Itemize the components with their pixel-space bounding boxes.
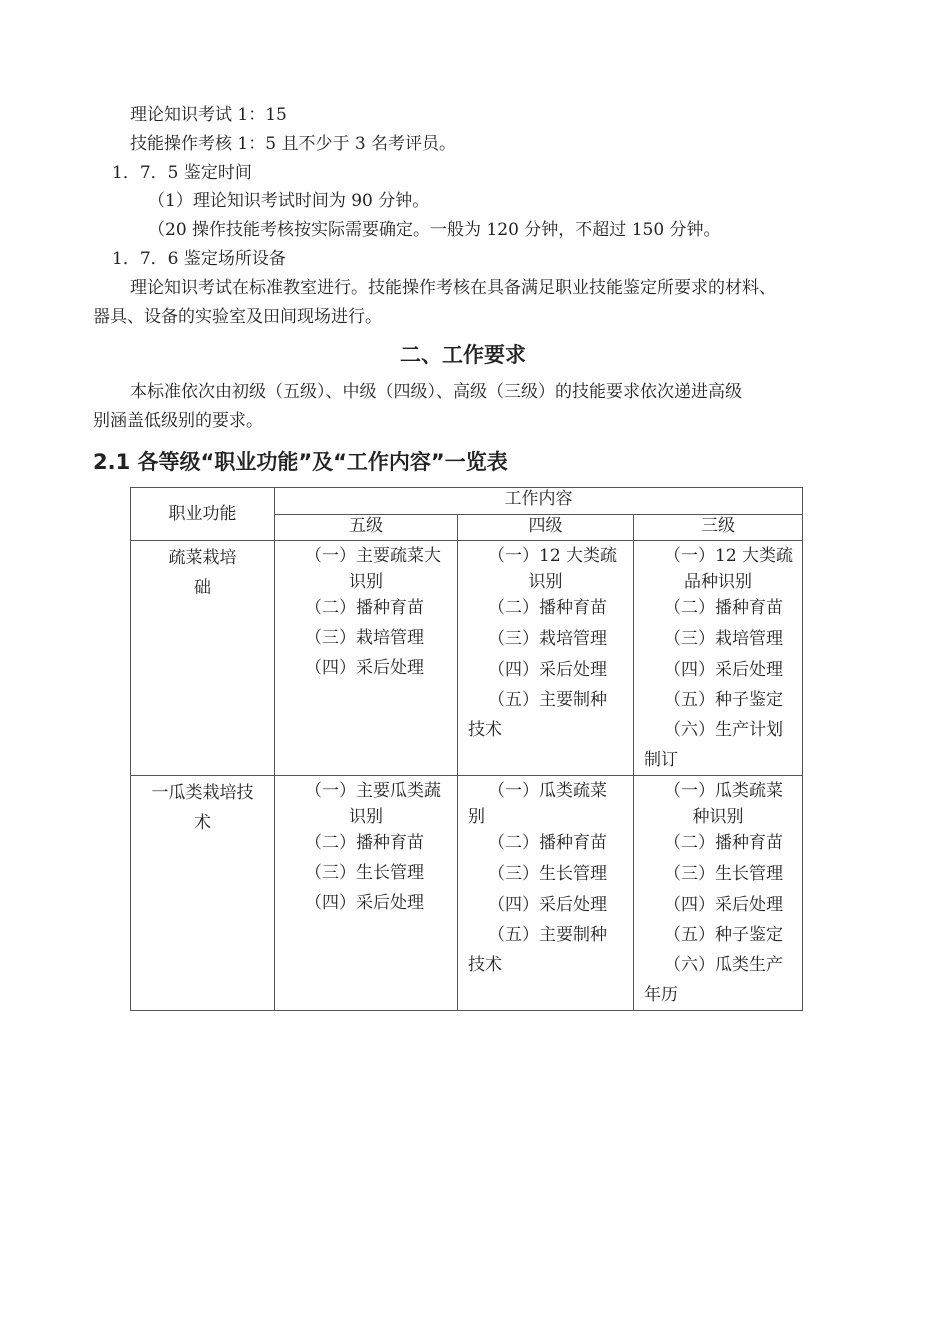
- content-item: 技术: [468, 720, 502, 740]
- header-content: 工作内容: [275, 488, 803, 515]
- content-item: （五）种子鉴定: [664, 925, 783, 945]
- content-item: （二）播种育苗: [305, 833, 424, 853]
- content-cell-level-5: [275, 776, 458, 1011]
- subsection-title: 2.1 各等级“职业功能”及“工作内容”一览表: [93, 450, 508, 474]
- heading-1-7-5: 1．7．5 鉴定时间: [112, 163, 252, 183]
- content-cell-level-3: [634, 541, 803, 776]
- content-item: （一）12 大类疏: [664, 546, 794, 566]
- content-item: （一）主要瓜类蔬: [305, 781, 441, 801]
- table-row: [131, 541, 803, 776]
- content-item: （三）栽培管理: [488, 629, 607, 649]
- content-item: 识别: [528, 572, 563, 592]
- content-item: 识别: [349, 807, 383, 827]
- function-cell: [131, 776, 275, 1011]
- content-item: （二）播种育苗: [664, 598, 783, 618]
- content-item: （三）生长管理: [305, 863, 424, 883]
- paragraph-skill-time: （20 操作技能考核按实际需要确定。一般为 120 分钟，不超过 150 分钟。: [148, 220, 721, 240]
- content-item: 识别: [349, 572, 383, 592]
- content-item: 种识别: [692, 807, 744, 827]
- content-item: （四）采后处理: [488, 660, 607, 680]
- paragraph-venue-line1: 理论知识考试在标准教室进行。技能操作考核在具备满足职业技能鉴定所要求的材料、: [130, 278, 776, 298]
- content-cell-level-5: [275, 541, 458, 776]
- content-item: 品种识别: [684, 572, 752, 592]
- header-function: 职业功能: [131, 488, 275, 541]
- heading-1-7-6: 1．7．6 鉴定场所设备: [112, 249, 286, 269]
- content-item: （四）采后处理: [305, 893, 424, 913]
- content-item: （五）种子鉴定: [664, 690, 783, 710]
- paragraph-standard-line2: 别涵盖低级别的要求。: [93, 411, 263, 431]
- content-item: （二）播种育苗: [305, 598, 424, 618]
- content-item: （四）采后处理: [664, 660, 783, 680]
- content-item: （一）瓜类疏菜: [488, 781, 607, 801]
- content-item: （六）瓜类生产: [664, 955, 783, 975]
- content-item: （二）播种育苗: [664, 833, 783, 853]
- content-item: 年历: [644, 985, 678, 1005]
- content-item: （一）主要疏菜大: [305, 546, 441, 566]
- content-cell-level-3: [634, 776, 803, 1011]
- function-line: 疏菜栽培: [168, 548, 237, 568]
- content-item: （三）生长管理: [488, 864, 607, 884]
- content-item: （二）播种育苗: [488, 833, 607, 853]
- paragraph-venue-line2: 器具、设备的实验室及田间现场进行。: [93, 307, 382, 327]
- content-item: （四）采后处理: [305, 658, 424, 678]
- paragraph-ratio-skill: 技能操作考核 1：5 且不少于 3 名考评员。: [130, 134, 457, 154]
- paragraph-ratio-theory: 理论知识考试 1：15: [130, 105, 287, 125]
- content-item: （三）栽培管理: [664, 629, 783, 649]
- table-header-row: [131, 488, 803, 515]
- function-content-table: [130, 487, 803, 1011]
- function-cell: [131, 541, 275, 776]
- function-line: 术: [194, 813, 211, 833]
- content-item: （五）主要制种: [488, 925, 607, 945]
- content-item: （二）播种育苗: [488, 598, 607, 618]
- content-item: （四）采后处理: [664, 895, 783, 915]
- content-item: 别: [468, 807, 485, 827]
- content-item: （一）12 大类疏: [488, 546, 618, 566]
- content-cell-level-4: [458, 541, 634, 776]
- function-line: 一瓜类栽培技: [151, 783, 254, 803]
- header-level-4: 四级: [458, 514, 634, 541]
- header-level-3: 三级: [634, 514, 803, 541]
- header-level-5: 五级: [275, 514, 458, 541]
- content-item: （四）采后处理: [488, 895, 607, 915]
- content-item: （六）生产计划: [664, 720, 783, 740]
- content-item: （三）栽培管理: [305, 628, 424, 648]
- paragraph-standard-line1: 本标准依次由初级（五级）、中级（四级）、高级（三级）的技能要求依次递进高级: [130, 382, 742, 402]
- table-row: [131, 776, 803, 1011]
- section-title: 二、工作要求: [400, 343, 526, 367]
- paragraph-theory-time: （1）理论知识考试时间为 90 分钟。: [148, 191, 430, 211]
- content-item: （一）瓜类疏菜: [664, 781, 783, 801]
- content-cell-level-4: [458, 776, 634, 1011]
- content-item: （五）主要制种: [488, 690, 607, 710]
- function-line: 础: [194, 578, 211, 598]
- content-item: 技术: [468, 955, 502, 975]
- content-item: （三）生长管理: [664, 864, 783, 884]
- content-item: 制订: [644, 750, 678, 770]
